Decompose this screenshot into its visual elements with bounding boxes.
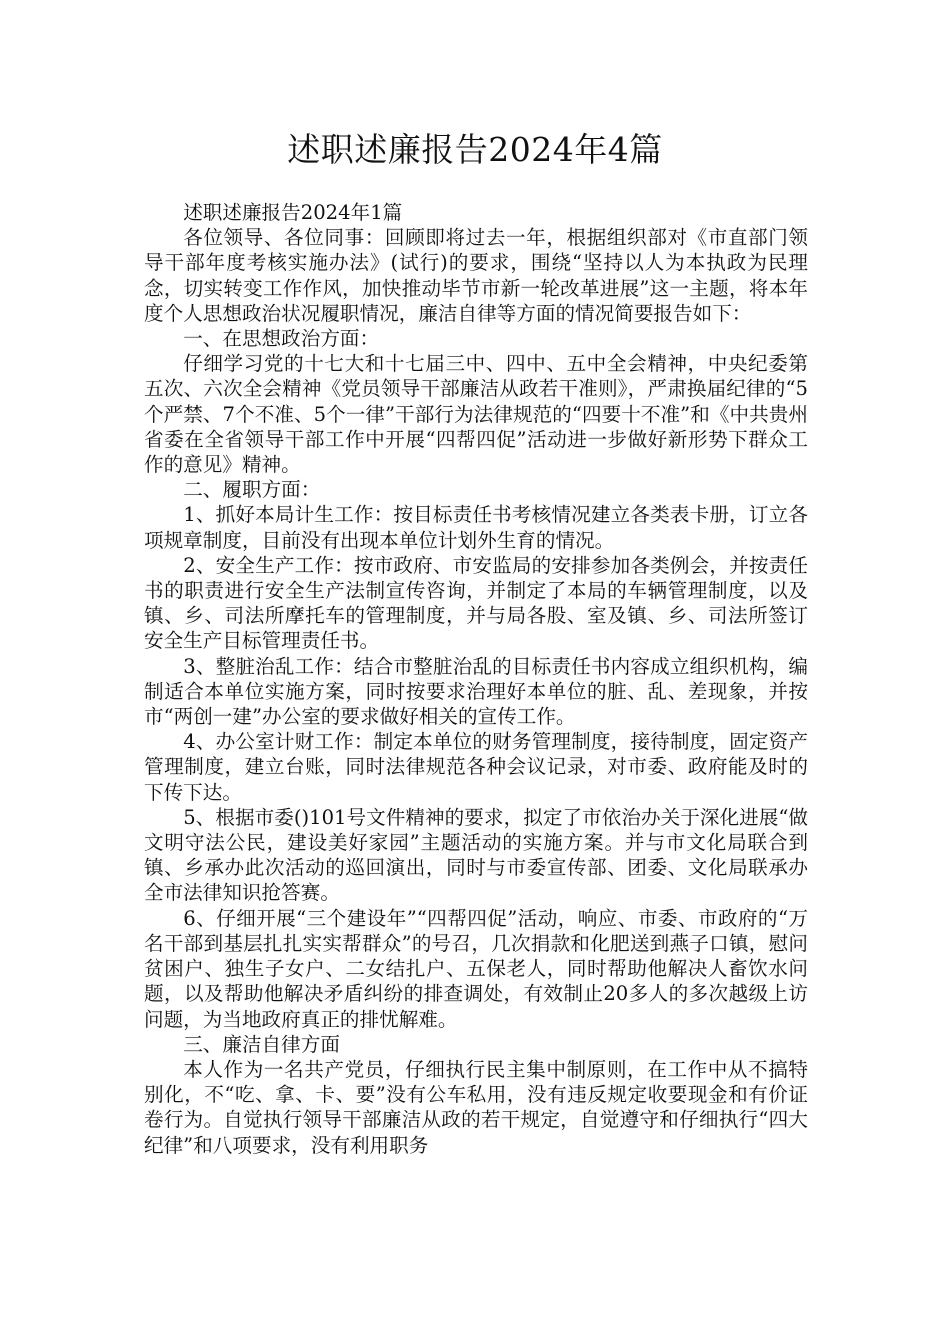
subtitle-paragraph: 述职述廉报告2024年1篇: [183, 201, 403, 224]
document-body: [144, 200, 808, 1158]
duty-item-5: 5、根据市委()101号文件精神的要求，拟定了市依治办关于深化进展“做文明守法公民，建设美好家园”主题活动的实施方案。并与市文化局联合到镇、乡承办此次活动的巡回演出，同时与市委宣传部、团委、文化局联承办全市法律知识抢答赛。: [144, 805, 808, 905]
duty-item-1: 1、抓好本局计生工作：按目标责任书考核情况建立各类表卡册，订立各项规章制度，目前没有出现本单位计划外生育的情况。: [144, 503, 808, 552]
section-heading-duties: 二、履职方面：: [183, 478, 321, 502]
duty-item-2: 2、安全生产工作：按市政府、市安监局的安排参加各类例会，并按责任书的职责进行安全生产法制宣传咨询，并制定了本局的车辆管理制度，以及镇、乡、司法所摩托车的管理制度，并与局各股、室及镇、乡、司法所签订安全生产目标管理责任书。: [144, 553, 808, 653]
duty-item-6: 6、仔细开展“三个建设年”“四帮四促”活动，响应、市委、市政府的“万名干部到基层扎扎实实帮群众”的号召，几次捐款和化肥送到燕子口镇，慰问贫困户、独生子女户、二女结扎户、五保老人，同时帮助他解决人畜饮水问题，以及帮助他解决矛盾纠纷的排查调处，有效制止20多人的多次越级上访问题，为当地政府真正的排忧解难。: [144, 906, 808, 1031]
intro-paragraph: 各位领导、各位同事：回顾即将过去一年，根据组织部对《市直部门领导干部年度考核实施办法》(试行)的要求，围绕“坚持以人为本执政为民理念，切实转变工作作风，加快推动毕节市新一轮改革进展”这一主题，将本年度个人思想政治状况履职情况，廉洁自律等方面的情况简要报告如下：: [144, 226, 808, 325]
duty-item-3: 3、整脏治乱工作：结合市整脏治乱的目标责任书内容成立组织机构，编制适合本单位实施方案，同时按要求治理好本单位的脏、乱、差现象，并按市“两创一建”办公室的要求做好相关的宣传工作。: [144, 654, 808, 729]
document-title: 述职述廉报告2024年4篇: [287, 130, 663, 169]
section-heading-integrity: 三、廉洁自律方面: [183, 1032, 340, 1056]
political-paragraph: 仔细学习党的十七大和十七届三中、四中、五中全会精神，中央纪委第五次、六次全会精神《党员领导干部廉洁从政若干准则》，严肃换届纪律的“5个严禁、7个不准、5个一律”干部行为法律规范的“四要十不准”和《中共贵州省委在全省领导干部工作中开展“四帮四促”活动进一步做好新形势下群众工作的意见》精神。: [144, 352, 808, 477]
section-heading-political: 一、在思想政治方面：: [183, 327, 380, 351]
duty-item-4: 4、办公室计财工作：制定本单位的财务管理制度，接待制度，固定资产管理制度，建立台账，同时法律规范各种会议记录，对市委、政府能及时的下传下达。: [144, 730, 808, 804]
integrity-paragraph: 本人作为一名共产党员，仔细执行民主集中制原则，在工作中从不搞特别化，不“吃、拿、卡、要”没有公车私用，没有违反规定收要现金和有价证卷行为。自觉执行领导干部廉洁从政的若干规定，自觉遵守和仔细执行“四大纪律”和八项要求，没有利用职务: [144, 1057, 808, 1157]
